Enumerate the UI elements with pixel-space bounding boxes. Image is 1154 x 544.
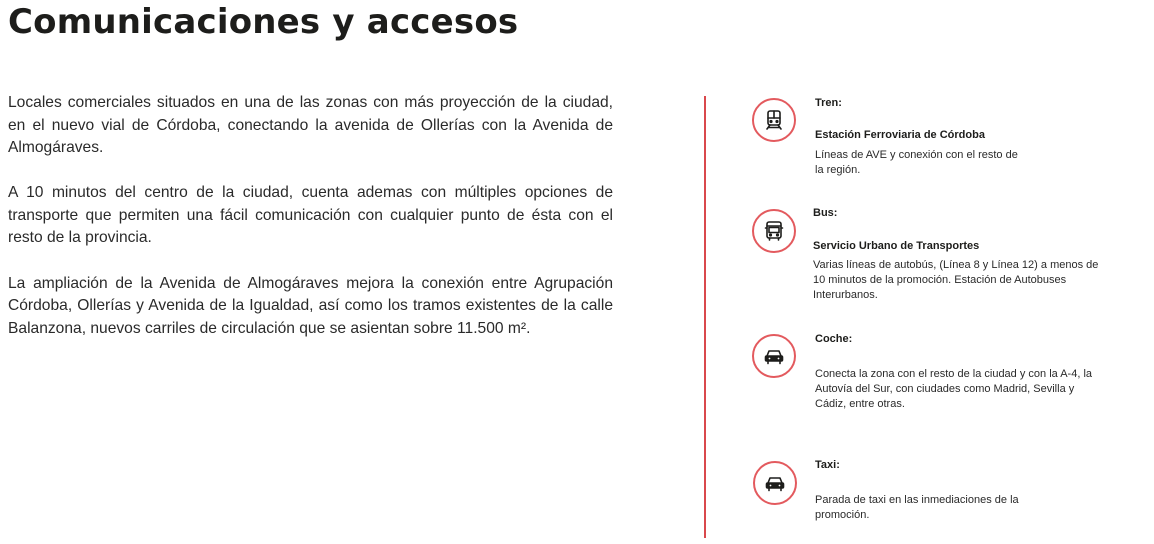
- intro-paragraph: A 10 minutos del centro de la ciudad, cuenta ademas con múltiples opciones de transporte que permiten una fácil comunicación con cualquier punto de ésta con el resto de la provincia.: [8, 184, 613, 247]
- transport-description: Conecta la zona con el resto de la ciudad y con la A-4, la Autovía del Sur, con ciudades como Madrid, Sevilla y Cádiz, entre otras.: [815, 368, 1093, 410]
- transport-item-taxi: [752, 458, 1152, 538]
- transport-label: Bus:: [813, 207, 838, 219]
- intro-text: [8, 92, 613, 363]
- page-title: Comunicaciones y accesos: [8, 2, 519, 42]
- taxi-icon: [753, 461, 797, 505]
- car-icon: [752, 334, 796, 378]
- transport-subtitle: Servicio Urbano de Transportes: [813, 240, 980, 252]
- bus-icon: [752, 209, 796, 253]
- vertical-divider: [704, 96, 706, 538]
- transport-item-train: [752, 96, 1152, 186]
- train-icon: [752, 98, 796, 142]
- transport-item-car: [752, 332, 1152, 422]
- transport-description: Varias líneas de autobús, (Línea 8 y Línea 12) a menos de 10 minutos de la promoción. Estación de Autobuses Interurbanos.: [813, 259, 1099, 301]
- transport-item-bus: [752, 206, 1152, 306]
- intro-paragraph: Locales comerciales situados en una de las zonas con más proyección de la ciudad, en el nuevo vial de Córdoba, conectando la avenida de Ollerías con la Avenida de Almogáraves.: [8, 94, 613, 157]
- transport-label: Taxi:: [815, 459, 840, 471]
- transport-description: Parada de taxi en las inmediaciones de la promoción.: [815, 494, 1019, 521]
- transport-subtitle: Estación Ferroviaria de Córdoba: [815, 129, 985, 141]
- transport-description: Líneas de AVE y conexión con el resto de la región.: [815, 149, 1018, 176]
- transport-label: Coche:: [815, 333, 853, 345]
- transport-label: Tren:: [815, 97, 842, 109]
- intro-paragraph: La ampliación de la Avenida de Almogáraves mejora la conexión entre Agrupación Córdoba, Ollerías y Avenida de la Igualdad, así como los tramos existentes de la calle Balanzona, nuevos carriles de circulación que se asientan sobre 11.500 m².: [8, 274, 613, 337]
